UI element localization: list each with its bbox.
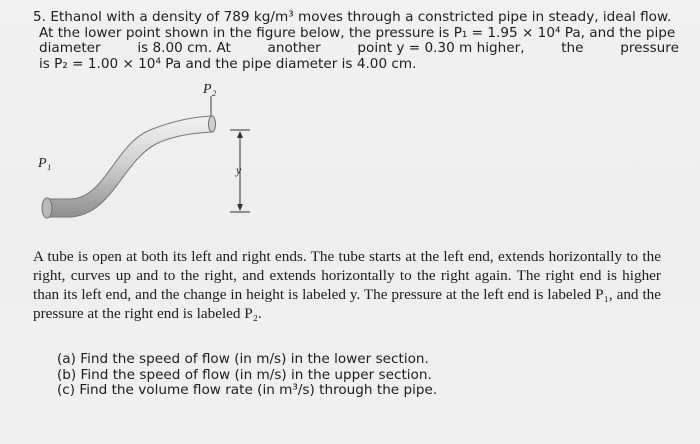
pipe-body — [46, 116, 212, 217]
label-p2: P₂ — [203, 82, 217, 97]
problem-line-2: At the lower point shown in the figure below, the pressure is P₁ = 1.95 × 10⁴ Pa, and the pipe — [39, 24, 676, 41]
pipe-figure — [30, 82, 270, 236]
label-y: y — [236, 163, 242, 177]
word: another — [267, 40, 321, 57]
arrow-up-icon — [237, 131, 243, 138]
question-list — [57, 352, 657, 399]
problem-line-4: is P₂ = 1.00 × 10⁴ Pa and the pipe diameter is 4.00 cm. — [39, 55, 417, 72]
problem-line-1 — [33, 10, 679, 26]
question-a: (a) Find the speed of flow (in m/s) in the lower section. — [57, 351, 429, 367]
pipe-diagram — [30, 86, 270, 236]
problem-line-3 — [39, 41, 679, 57]
question-b: (b) Find the speed of flow (in m/s) in the upper section. — [57, 366, 432, 383]
question-c: (c) Find the volume flow rate (in m³/s) through the pipe. — [57, 382, 438, 399]
word: point y = 0.30 m higher, — [357, 40, 525, 57]
pipe-right-opening — [209, 116, 216, 132]
problem-text-1: Ethanol with a density of 789 kg/m³ moves through a constricted pipe in steady, ideal flow. — [50, 9, 672, 25]
word: pressure — [620, 40, 679, 57]
word: diameter — [39, 40, 101, 57]
arrow-down-icon — [237, 204, 243, 211]
problem-number: 5. — [33, 9, 46, 25]
label-p1: P₁ — [38, 156, 52, 171]
word: is 8.00 cm. At — [137, 40, 231, 57]
pipe-left-opening — [42, 198, 52, 218]
figure-description: A tube is open at both its left and right ends. The tube starts at the left end, extends horizontally to the right, curves up and to the right, and extends horizontally to the right again. The right end is higher than its left end, and the change in height is labeled y. The pressure at the left end is labeled P₁, and the pressure at the right end is labeled P₂. — [33, 248, 661, 322]
problem-statement — [33, 9, 679, 72]
word: the — [561, 40, 584, 57]
